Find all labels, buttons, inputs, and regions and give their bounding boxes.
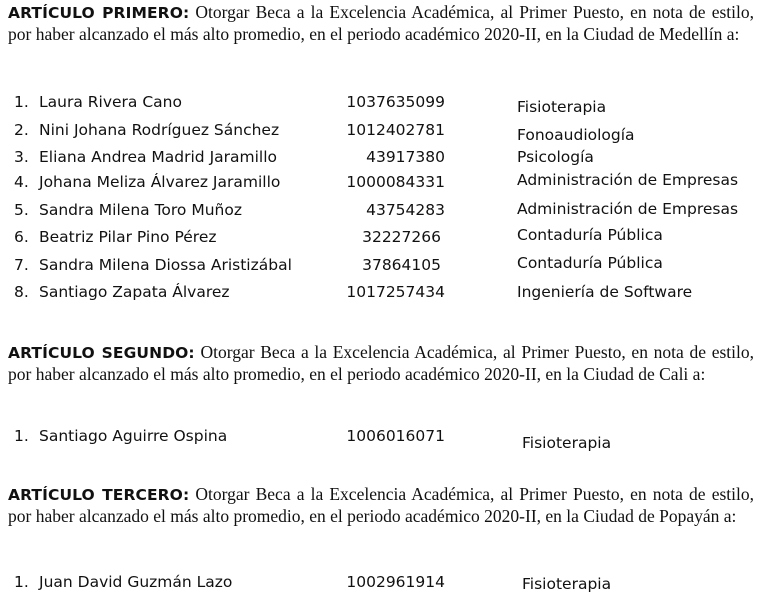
student-id: 1002961914 bbox=[346, 573, 445, 591]
student-name: Beatriz Pilar Pino Pérez bbox=[39, 228, 217, 246]
student-row bbox=[0, 254, 768, 276]
student-name: Santiago Zapata Álvarez bbox=[39, 283, 230, 301]
student-row bbox=[0, 226, 768, 248]
student-program: Fisioterapia bbox=[522, 575, 612, 593]
article-heading: ARTÍCULO SEGUNDO: bbox=[8, 344, 195, 362]
student-row bbox=[0, 119, 768, 144]
student-id: 32227266 bbox=[362, 228, 441, 246]
student-name: Eliana Andrea Madrid Jaramillo bbox=[39, 148, 278, 166]
student-name: Sandra Milena Toro Muñoz bbox=[39, 201, 242, 219]
student-row bbox=[0, 281, 768, 303]
student-id: 1037635099 bbox=[346, 93, 445, 111]
student-row bbox=[0, 146, 768, 168]
student-name: Laura Rivera Cano bbox=[39, 93, 182, 111]
student-row bbox=[0, 425, 768, 452]
student-program: Psicología bbox=[517, 148, 594, 166]
student-name: Johana Meliza Álvarez Jaramillo bbox=[39, 173, 281, 191]
student-id: 1012402781 bbox=[346, 121, 445, 139]
student-number: 4. bbox=[14, 173, 29, 191]
student-program: Fonoaudiología bbox=[517, 126, 635, 144]
student-name: Sandra Milena Diossa Aristizábal bbox=[39, 256, 292, 274]
student-row bbox=[0, 91, 768, 116]
student-id: 43754283 bbox=[366, 201, 445, 219]
student-id: 1017257434 bbox=[346, 283, 445, 301]
article-heading: ARTÍCULO PRIMERO: bbox=[8, 4, 190, 22]
student-row bbox=[0, 571, 768, 593]
student-program: Ingeniería de Software bbox=[517, 283, 693, 301]
student-program: Fisioterapia bbox=[517, 98, 607, 116]
student-name: Nini Johana Rodríguez Sánchez bbox=[39, 121, 280, 139]
student-row bbox=[0, 199, 768, 221]
student-row bbox=[0, 171, 768, 193]
student-number: 8. bbox=[14, 283, 29, 301]
student-program: Contaduría Pública bbox=[517, 254, 663, 272]
student-number: 1. bbox=[14, 93, 29, 111]
article-text: Otorgar Beca a la Excelencia Académica, al Primer Puesto, en nota de estilo, por haber alcanzado el más alto promedio, en el periodo académico 2020-II, en la Ciudad de Medellín a: bbox=[8, 2, 754, 44]
student-id: 1000084331 bbox=[346, 173, 445, 191]
article-text: Otorgar Beca a la Excelencia Académica, al Primer Puesto, en nota de estilo, por haber alcanzado el más alto promedio, en el periodo académico 2020-II, en la Ciudad de Cali a: bbox=[8, 342, 754, 384]
student-program: Administración de Empresas bbox=[517, 171, 739, 189]
article-heading: ARTÍCULO TERCERO: bbox=[8, 486, 190, 504]
article-primero-paragraph bbox=[8, 2, 754, 44]
student-id: 43917380 bbox=[366, 148, 445, 166]
student-program: Contaduría Pública bbox=[517, 226, 663, 244]
article-text: Otorgar Beca a la Excelencia Académica, al Primer Puesto, en nota de estilo, por haber alcanzado el más alto promedio, en el periodo académico 2020-II, en la Ciudad de Popayán a: bbox=[8, 484, 754, 526]
student-name: Juan David Guzmán Lazo bbox=[39, 573, 233, 591]
student-id: 37864105 bbox=[362, 256, 441, 274]
student-number: 2. bbox=[14, 121, 29, 139]
article-segundo-paragraph bbox=[8, 342, 754, 384]
article-tercero-paragraph bbox=[8, 484, 754, 526]
student-program: Fisioterapia bbox=[522, 434, 612, 452]
student-number: 1. bbox=[14, 573, 29, 591]
student-number: 5. bbox=[14, 201, 29, 219]
student-name: Santiago Aguirre Ospina bbox=[39, 427, 228, 445]
student-number: 1. bbox=[14, 427, 29, 445]
student-program: Administración de Empresas bbox=[517, 200, 739, 218]
student-id: 1006016071 bbox=[346, 427, 445, 445]
student-number: 7. bbox=[14, 256, 29, 274]
student-number: 6. bbox=[14, 228, 29, 246]
student-number: 3. bbox=[14, 148, 29, 166]
